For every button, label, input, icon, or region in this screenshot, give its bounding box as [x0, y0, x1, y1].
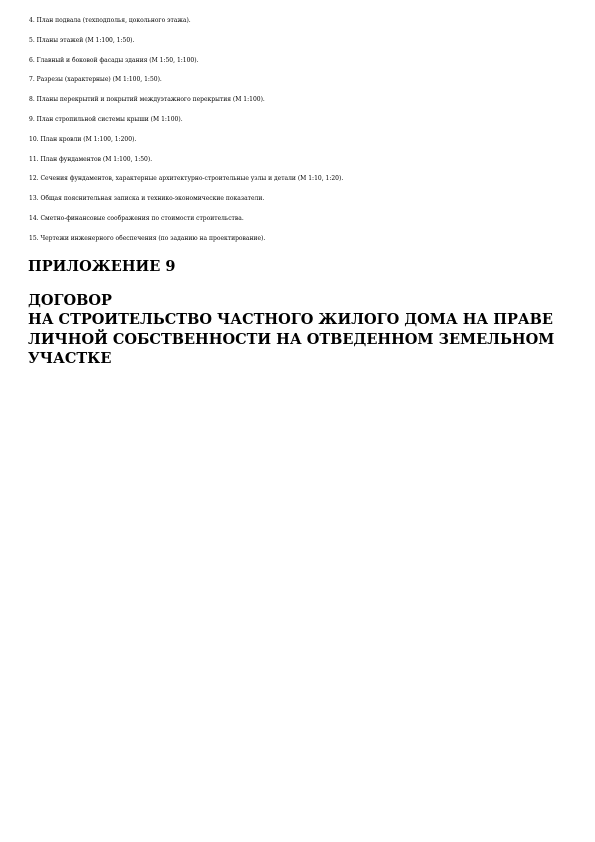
list-item: 10. План кровли (М 1:100, 1:200).	[29, 135, 137, 143]
list-item: 14. Сметно-финансовые соображения по стоимости строительства.	[29, 214, 244, 222]
list-item: 7. Разрезы (характерные) (М 1:100, 1:50).	[29, 76, 162, 84]
list-item: 4. План подвала (техподполья, цокольного этажа).	[29, 17, 191, 24]
appendix-heading: ПРИЛОЖЕНИЕ 9	[28, 258, 176, 275]
contract-heading	[28, 291, 568, 368]
list-item: 8. Планы перекрытий и покрытий междуэтажного перекрытия (М 1:100).	[29, 96, 265, 104]
list-item: 5. Планы этажей (М 1:100, 1:50).	[29, 36, 135, 44]
list-item: 12. Сечения фундаментов, характерные архитектурно-строительные узлы и детали (М 1:10, 1:20).	[29, 175, 344, 183]
list-item: 15. Чертежи инженерного обеспечения (по заданию на проектирование).	[29, 234, 266, 242]
list-item: 11. План фундаментов (М 1:100, 1:50).	[29, 155, 153, 163]
contract-title-line: ДОГОВОР	[28, 292, 112, 309]
contract-title-line: УЧАСТКЕ	[28, 349, 112, 367]
list-item: 13. Общая пояснительная записка и технико-экономические показатели.	[29, 195, 265, 203]
contract-title-line: ЛИЧНОЙ СОБСТВЕННОСТИ НА ОТВЕДЕННОМ ЗЕМЕЛЬНОМ	[28, 330, 555, 348]
list-item: 6. Главный и боковой фасады здания (М 1:50, 1:100).	[29, 56, 199, 64]
contract-title-line: НА СТРОИТЕЛЬСТВО ЧАСТНОГО ЖИЛОГО ДОМА НА ПРАВЕ	[28, 311, 553, 329]
drawing-list	[29, 17, 569, 255]
list-item: 9. План стропильной системы крыши (М 1:100).	[29, 115, 183, 123]
